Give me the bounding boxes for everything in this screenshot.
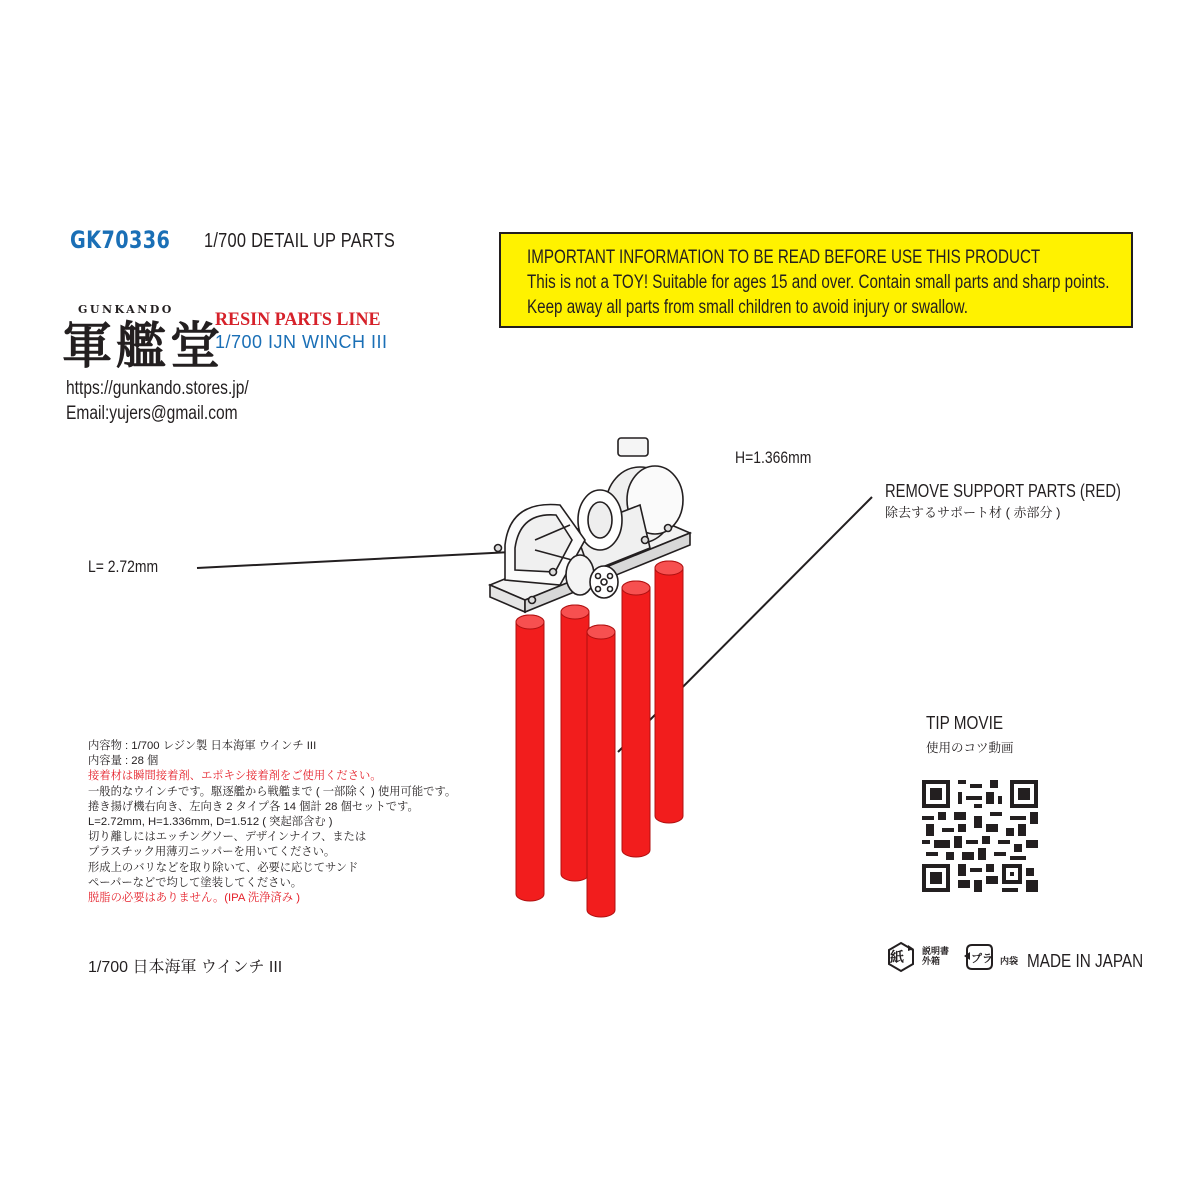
store-link[interactable]: https://gunkando.stores.jp/ <box>66 378 249 399</box>
info-line: L=2.72mm, H=1.336mm, D=1.512 ( 突起部含む ) <box>88 816 333 829</box>
plastic-mark-text: プラ <box>971 953 993 965</box>
info-line: プラスチック用薄刃ニッパーを用いてください。 <box>88 846 336 859</box>
support-pillar <box>622 581 650 857</box>
qr-code-icon[interactable] <box>922 780 1038 892</box>
remove-support-label: REMOVE SUPPORT PARTS (RED) <box>885 481 1121 501</box>
support-pillar <box>655 561 683 823</box>
info-block <box>88 739 456 906</box>
paper-label-2: 外箱 <box>922 956 941 966</box>
length-dimension: L= 2.72mm <box>88 557 159 576</box>
info-line: 脱脂の必要はありません。(IPA 洗浄済み ) <box>88 892 300 905</box>
info-line: 内容物 : 1/700 レジン製 日本海軍 ウインチ III <box>88 740 317 752</box>
product-name: 1/700 IJN WINCH III <box>215 332 388 352</box>
info-line: 接着材は瞬間接着剤、エポキシ接着剤をご使用ください。 <box>88 770 382 783</box>
paper-label-1: 説明書 <box>922 946 950 956</box>
product-code: GK70336 <box>70 226 171 254</box>
product-subtitle: 1/700 DETAIL UP PARTS <box>204 230 396 252</box>
info-line: ペーパーなどで均して塗装してください。 <box>88 876 303 889</box>
warning-line-2: This is not a TOY! Suitable for ages 15 and over. Contain small parts and sharp points. <box>527 272 1110 293</box>
email-link[interactable]: Email:yujers@gmail.com <box>66 403 238 424</box>
info-line: 捲き揚げ機右向き、左向き 2 タイプ各 14 個計 28 個セットです。 <box>88 800 419 813</box>
plastic-recycle-mark <box>962 942 996 977</box>
support-pillar <box>516 615 544 901</box>
paper-recycle-mark <box>884 940 918 979</box>
resin-line-label: RESIN PARTS LINE <box>215 309 381 330</box>
warning-line-3: Keep away all parts from small children to avoid injury or swallow. <box>527 297 968 318</box>
made-in-japan: MADE IN JAPAN <box>1027 951 1144 971</box>
brand-logo-en: GUNKANDO <box>78 303 174 316</box>
brand-logo: 軍艦堂 <box>62 316 224 375</box>
tip-movie-subtitle: 使用のコツ動画 <box>926 741 1014 755</box>
support-pillar <box>587 625 615 917</box>
footer-title: 1/700 日本海軍 ウインチ III <box>88 959 283 976</box>
info-line: 一般的なウインチです。駆逐艦から戦艦まで ( 一部除く ) 使用可能です。 <box>88 785 457 798</box>
info-line: 形成上のバリなどを取り除いて、必要に応じてサンド <box>88 861 359 874</box>
remove-support-label-jp: 除去するサポート材 ( 赤部分 ) <box>885 505 1061 520</box>
support-pillar <box>561 605 589 881</box>
warning-line-1: IMPORTANT INFORMATION TO BE READ BEFORE USE THIS PRODUCT <box>527 247 1041 268</box>
info-line: 内容量 : 28 個 <box>88 755 159 768</box>
info-line: 切り離しにはエッチングソー、デザインナイフ、または <box>88 831 367 844</box>
tip-movie-title: TIP MOVIE <box>926 713 1004 733</box>
height-dimension: H=1.366mm <box>735 448 812 467</box>
paper-labels <box>922 946 949 966</box>
paper-mark-text: 紙 <box>890 949 904 965</box>
plastic-label: 内袋 <box>1000 956 1019 966</box>
